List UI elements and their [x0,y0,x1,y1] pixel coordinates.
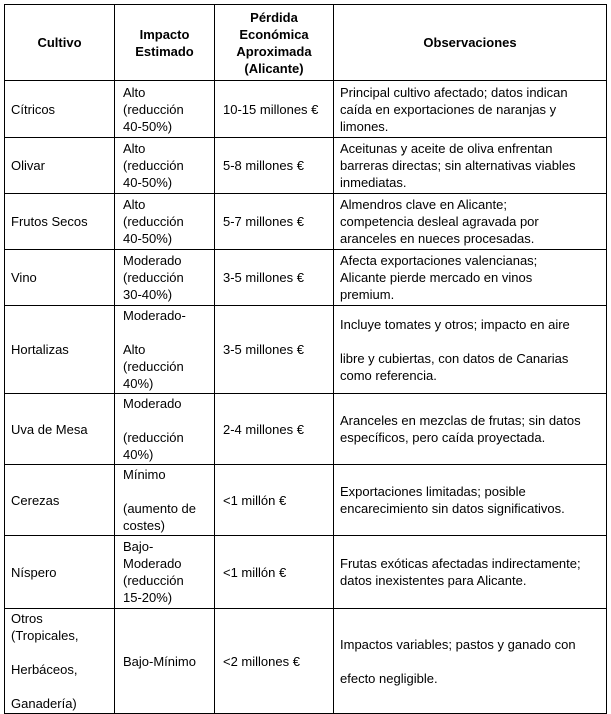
cell-loss [215,536,334,609]
cell-impact [115,194,215,250]
cell-impact-text: Alto (reducción 40-50%) [123,197,184,246]
header-notes [334,5,607,81]
cell-notes [334,306,607,394]
cell-notes [334,194,607,250]
cell-notes-text: Impactos variables; pastos y ganado con efecto negligible. [340,636,576,686]
cell-crop-text: Frutos Secos [11,214,88,229]
cell-notes-text: Incluye tomates y otros; impacto en aire libre y cubiertas, con datos de Canarias como referencia. [340,316,570,383]
cell-impact [115,609,215,714]
cell-loss [215,138,334,194]
cell-crop-text: Uva de Mesa [11,421,88,437]
cell-loss-text: 5-8 millones € [223,158,304,173]
cell-impact [115,536,215,609]
header-crop [5,5,115,81]
cell-impact-text: Alto (reducción 40-50%) [123,84,184,134]
cell-impact-text: Moderado (reducción 30-40%) [123,253,184,302]
cell-crop-text: Olivar [11,158,45,173]
cell-loss [215,465,334,536]
cell-notes-text: Almendros clave en Alicante; competencia desleal agravada por aranceles en nueces procesadas. [340,197,539,246]
table-row [5,536,607,609]
cell-impact [115,81,215,138]
cell-loss [215,250,334,306]
cell-loss [215,609,334,714]
cell-notes-text: Afecta exportaciones valencianas; Alicante pierde mercado en vinos premium. [340,253,538,302]
cell-loss-text: 10-15 millones € [223,101,319,117]
cell-impact [115,394,215,465]
table-row [5,194,607,250]
cell-loss [215,194,334,250]
cell-notes [334,138,607,194]
table-row [5,138,607,194]
cell-crop [5,609,115,714]
cell-crop-text: Cítricos [11,101,56,117]
cell-loss [215,394,334,465]
cell-impact-text: Moderado (reducción 40%) [123,396,184,462]
cell-notes [334,250,607,306]
cell-loss [215,306,334,394]
cell-loss-text: 2-4 millones € [223,421,304,437]
header-row [5,5,607,81]
cell-impact [115,138,215,194]
cell-notes-text: Exportaciones limitadas; posible encarecimiento sin datos significativos. [340,484,565,516]
cell-crop [5,138,115,194]
cell-crop-text: Níspero [11,564,57,580]
cell-crop-text: Cerezas [11,492,60,508]
table-row [5,81,607,138]
cell-notes-text: Frutas exóticas afectadas indirectamente; datos inexistentes para Alicante. [340,556,581,588]
impact-table [4,4,607,714]
cell-impact-text: Mínimo (aumento de costes) [123,467,196,533]
cell-crop [5,81,115,138]
cell-crop [5,465,115,536]
cell-impact-text: Alto (reducción 40-50%) [123,141,184,190]
header-crop-text: Cultivo [37,35,82,50]
cell-loss-text: 3-5 millones € [223,270,304,285]
cell-notes [334,81,607,138]
cell-impact [115,250,215,306]
cell-loss-text: <1 millón € [223,492,287,508]
table-body [5,81,607,714]
cell-loss-text: 3-5 millones € [223,342,304,357]
cell-notes [334,465,607,536]
cell-notes-text: Principal cultivo afectado; datos indican caída en exportaciones de naranjas y limones. [340,84,568,134]
cell-loss-text: 5-7 millones € [223,214,304,229]
cell-notes [334,536,607,609]
cell-notes-text: Aceitunas y aceite de oliva enfrentan barreras directas; sin alternativas viables inmediatas. [340,141,576,190]
cell-crop [5,250,115,306]
table-row [5,250,607,306]
cell-impact-text: Bajo- Moderado (reducción 15-20%) [123,539,184,605]
cell-crop [5,194,115,250]
cell-impact-text: Moderado- Alto (reducción 40%) [123,308,186,391]
cell-impact [115,465,215,536]
table-row [5,306,607,394]
cell-crop [5,394,115,465]
cell-crop-text: Hortalizas [11,342,69,357]
header-notes-text: Observaciones [423,35,517,50]
cell-impact [115,306,215,394]
cell-crop-text: Otros (Tropicales, Herbáceos, Ganadería) [11,611,79,711]
table-row [5,394,607,465]
table-row [5,609,607,714]
cell-notes [334,609,607,714]
cell-loss-text: <2 millones € [223,653,300,669]
table-row [5,465,607,536]
cell-crop [5,306,115,394]
header-impact-text: Impacto Estimado [135,26,194,59]
cell-impact-text: Bajo-Mínimo [123,653,196,669]
header-loss-text: Pérdida Económica Aproximada (Alicante) [236,9,312,76]
header-impact [115,5,215,81]
cell-loss [215,81,334,138]
cell-notes [334,394,607,465]
cell-crop-text: Vino [11,270,37,285]
cell-loss-text: <1 millón € [223,564,287,580]
cell-crop [5,536,115,609]
header-loss [215,5,334,81]
cell-notes-text: Aranceles en mezclas de frutas; sin datos específicos, pero caída proyectada. [340,413,581,445]
